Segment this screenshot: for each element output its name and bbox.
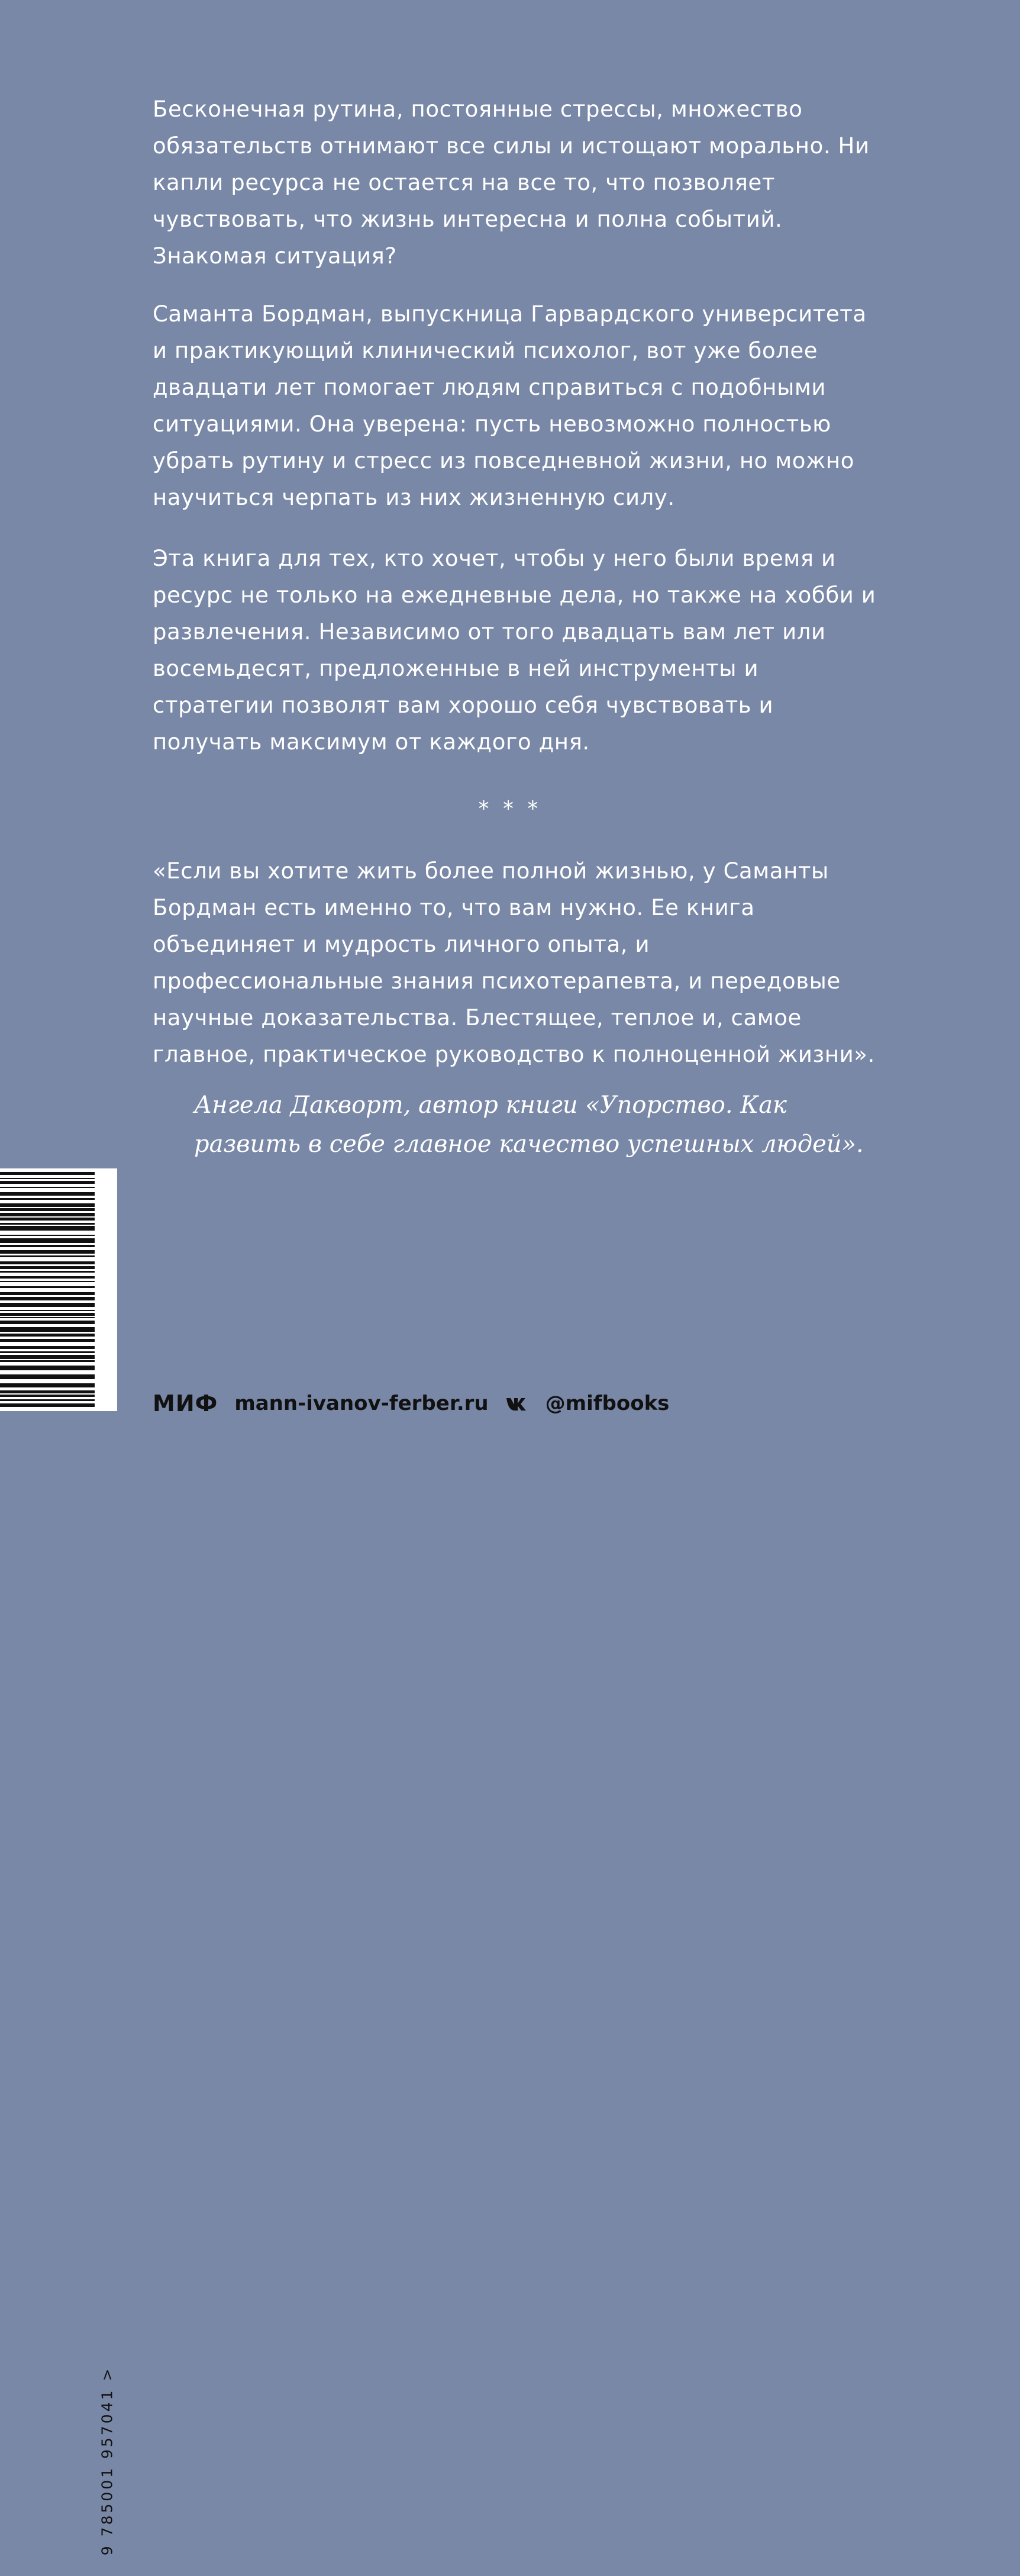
barcode-bar [0,1351,95,1353]
barcode-bar [0,1235,95,1236]
barcode-bar [0,1366,95,1370]
barcode-bar [0,1321,95,1324]
barcode-bar [0,1226,95,1231]
barcode-bar [0,1266,95,1269]
barcode-bar [0,1245,95,1247]
barcode-bar [0,1271,95,1273]
barcode-bar [0,1203,95,1207]
barcode-bar [0,1276,95,1279]
description-paragraph-3: Эта книга для тех, кто хочет, чтобы у него были время и ресурс не только на ежедневные дела, но также на хобби и развлечения. Независимо от того двадцать вам лет или восемьдесят, предложенные в ней инструменты и стратегии позволят вам хорошо себя чувствовать и получать максимум от каждого дня. [153,546,876,755]
barcode-bar [0,1339,95,1342]
barcode-bar [0,1281,95,1282]
barcode-bar [0,1374,95,1379]
barcode-bar [0,1181,95,1184]
publisher-footer [153,1388,669,1419]
barcode-bar [0,1327,95,1332]
barcode-bar [0,1297,95,1300]
barcode-bar [0,1395,95,1397]
barcode-bar [0,1255,95,1257]
barcode-bar [0,1192,95,1196]
barcode-bar [0,1286,95,1288]
description-paragraph-1: Бесконечная рутина, постоянные стрессы, множество обязательств отнимают все силы и истощают морально. Ни капли ресурса не остается на все то, что позволяет чувствовать, что жизнь интересна и полна событий. Знакомая ситуация? [153,96,870,269]
isbn-number [98,2345,116,2576]
barcode-bar [0,1403,95,1407]
barcode-bar [0,1238,95,1243]
isbn-text: 9 785001 957041 > [98,2366,116,2555]
quote-attribution: Ангела Дакворт, автор книги «Упорство. Как развить в себе главное качество успешных людей». [194,1091,864,1158]
publisher-logo-text: МИФ [153,1390,218,1416]
social-handle-link[interactable]: @mifbooks [545,1392,670,1415]
barcode-bar [0,1208,95,1211]
barcode-bar [0,1250,95,1254]
barcode-bar [0,1383,95,1387]
barcode-bar [0,1187,95,1188]
barcode-bar [0,1346,95,1349]
barcode-bar [0,1360,95,1362]
barcode-bar [0,1313,95,1316]
barcode-bar [0,1178,95,1179]
barcode-bar [0,1399,95,1401]
vk-icon[interactable] [505,1396,529,1411]
barcode-bar [0,1390,95,1393]
barcode-bar [0,1223,95,1225]
barcode-bar [0,1198,95,1200]
barcode-bar [0,1213,95,1216]
barcode-bar [0,1310,95,1311]
publisher-logo [153,1390,218,1416]
review-quote: «Если вы хотите жить более полной жизнью, у Саманты Бордман есть именно то, что вам нужно. Ее книга объединяет и мудрость личного опыта, и профессиональные знания психотерапевта, и передовые научные доказательства. Блестящее, теплое и, самое главное, практическое руководство к полноценной жизни». [153,858,875,1067]
barcode-bar [0,1334,95,1337]
barcode-bar [0,1261,95,1264]
barcode-bar [0,1303,95,1307]
barcode-bar [0,1172,95,1175]
section-separator: * * * [478,797,542,821]
barcode-bars [0,1168,98,1411]
publisher-website-link[interactable]: mann-ivanov-ferber.ru [234,1392,489,1415]
barcode-bar [0,1292,95,1295]
barcode-bar [0,1218,95,1221]
barcode-bar [0,1355,95,1359]
isbn-barcode [0,1168,117,2555]
barcode-bar [0,1317,95,1318]
description-paragraph-2: Саманта Бордман, выпускница Гарвардского университета и практикующий клинический психолог, вот уже более двадцати лет помогает людям справиться с подобными ситуациями. Она уверена: пусть невозможно полностью убрать рутину и стресс из повседневной жизни, но можно научиться черпать из них жизненную силу. [153,301,867,510]
